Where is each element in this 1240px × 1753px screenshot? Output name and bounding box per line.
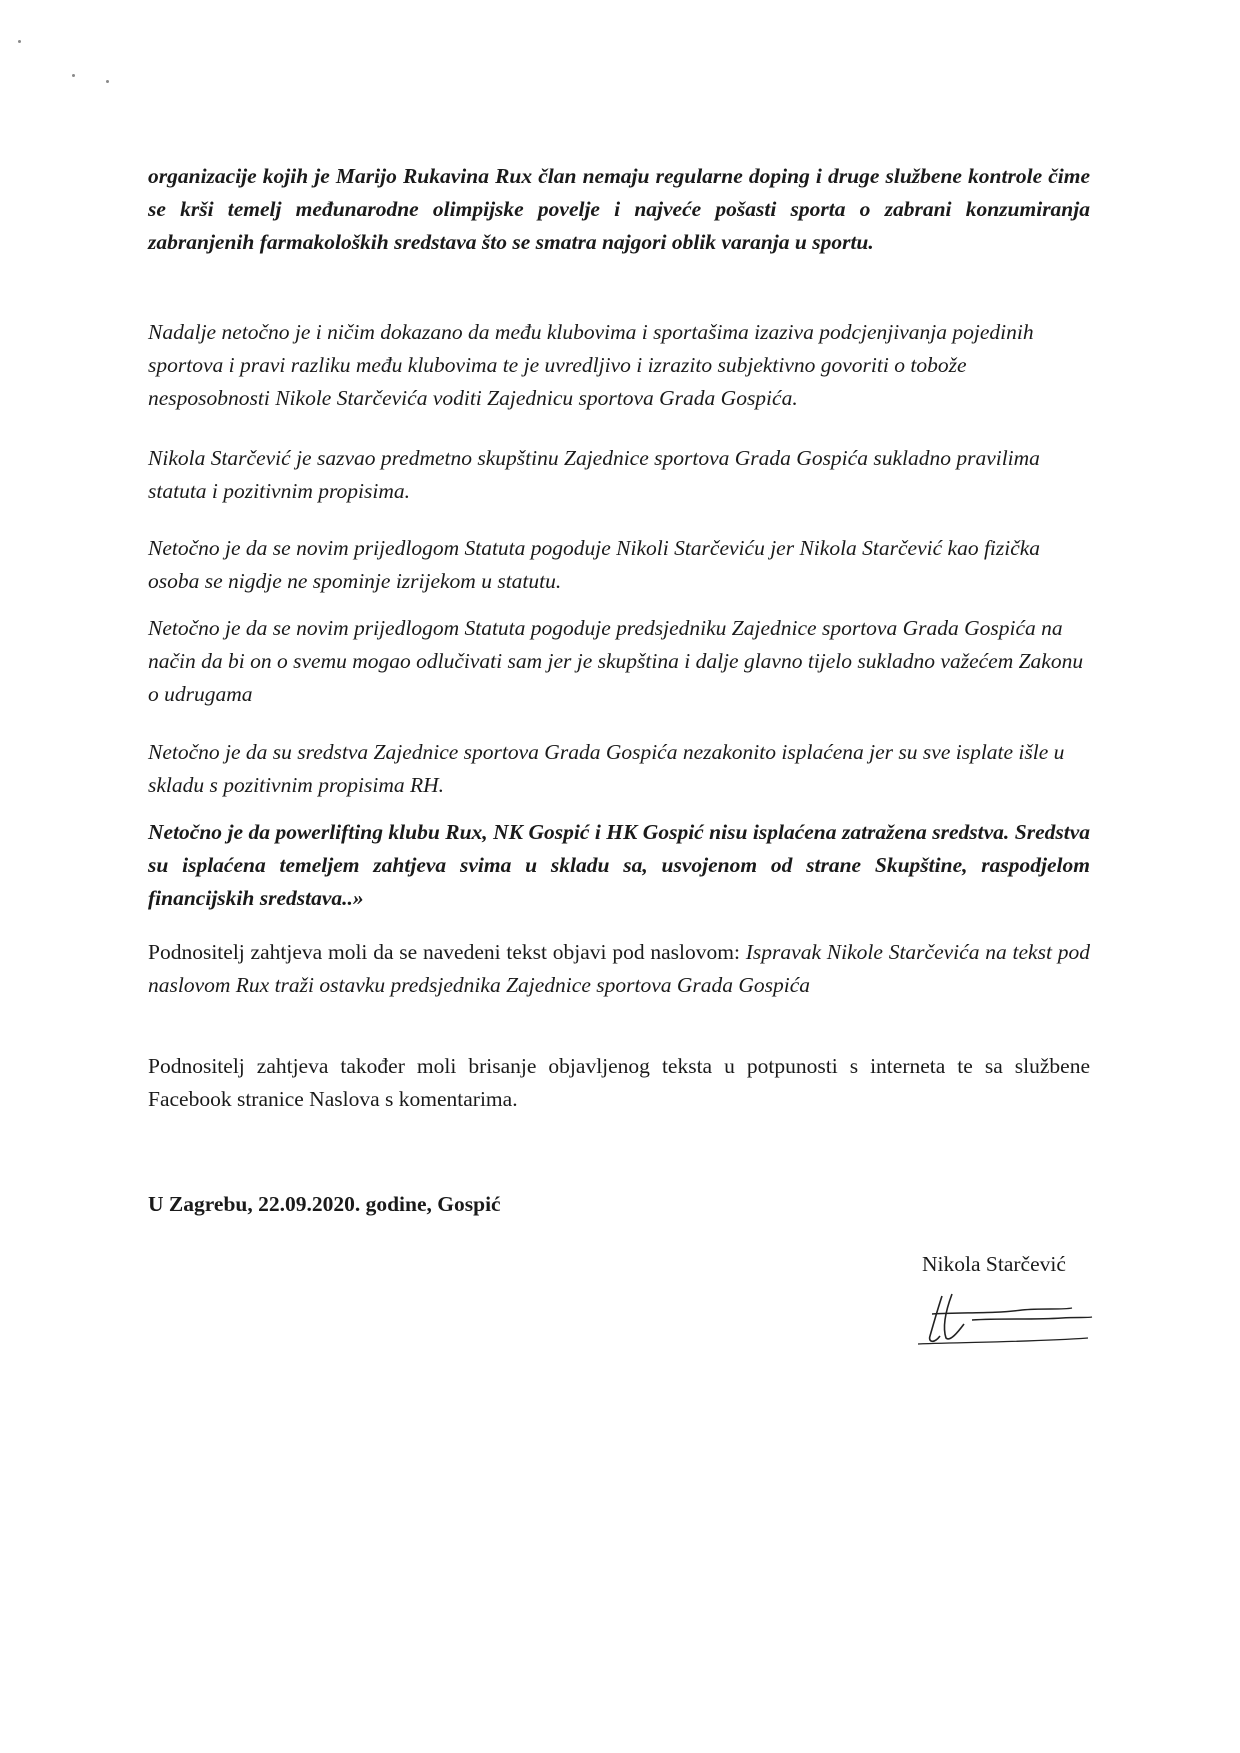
paragraph-statute-president: Netočno je da se novim prijedlogom Statuta pogoduje predsjedniku Zajednice sportova Grada Gospića na način da bi on o svemu mogao odlučivati sam jer je skupština i dalje glavno tijelo sukladno važećem Zakonu o udrugama (148, 616, 1084, 706)
scan-speck (72, 74, 75, 77)
paragraph-funds-legal: Netočno je da su sredstva Zajednice sportova Grada Gospića nezakonito isplaćena jer su sve isplate išle u skladu s pozitivnim propisima RH. (148, 740, 1065, 797)
handwritten-signature (912, 1284, 1112, 1354)
paragraph-assembly-convened: Nikola Starčević je sazvao predmetno skupštinu Zajednice sportova Grada Gospića sukladno pravilima statuta i pozitivnim propisima. (148, 446, 1040, 503)
paragraph-deletion-request: Podnositelj zahtjeva također moli brisanje objavljenog teksta u potpunosti s interneta te sa službene Facebook stranice Naslova s komentarima. (148, 1054, 1090, 1111)
signatory-name: Nikola Starčević (922, 1252, 1066, 1276)
scan-speck (106, 80, 109, 83)
paragraph-publication-request (148, 936, 1090, 1002)
publication-request-lead: Podnositelj zahtjeva moli da se navedeni tekst objavi pod naslovom: (148, 940, 746, 964)
paragraph-club-differences: Nadalje netočno je i ničim dokazano da među klubovima i sportašima izaziva podcjenjivanja pojedinih sportova i pravi razliku među klubovima te je uvredljivo i izrazito subjektivno govoriti o tobože nesposobnosti Nikole Starčevića voditi Zajednicu sportova Grada Gospića. (148, 320, 1034, 410)
paragraph-doping-controls: organizacije kojih je Marijo Rukavina Rux član nemaju regularne doping i druge službene kontrole čime se krši temelj međunarodne olimpijske povelje i najveće pošasti sporta o zabrani konzumiranja zabranjenih farmakoloških sredstava što se smatra najgori oblik varanja u sportu. (148, 164, 1090, 254)
paragraph-statute-starcevic: Netočno je da se novim prijedlogom Statuta pogoduje Nikoli Starčeviću jer Nikola Starčević kao fizička osoba se nigdje ne spominje izrijekom u statutu. (148, 536, 1041, 593)
place-date: U Zagrebu, 22.09.2020. godine, Gospić (148, 1192, 501, 1216)
scan-speck (18, 40, 21, 43)
paragraph-funds-paid: Netočno je da powerlifting klubu Rux, NK Gospić i HK Gospić nisu isplaćena zatražena sredstva. Sredstva su isplaćena temeljem zahtjeva svima u skladu sa, usvojenom od strane Skupštine, raspodjelom financijskih sredstava..» (148, 820, 1090, 910)
publication-title: Ispravak Nikole Starčevića na tekst pod naslovom Rux traži ostavku predsjednika Zajednice sportova Grada Gospića (148, 940, 1090, 997)
